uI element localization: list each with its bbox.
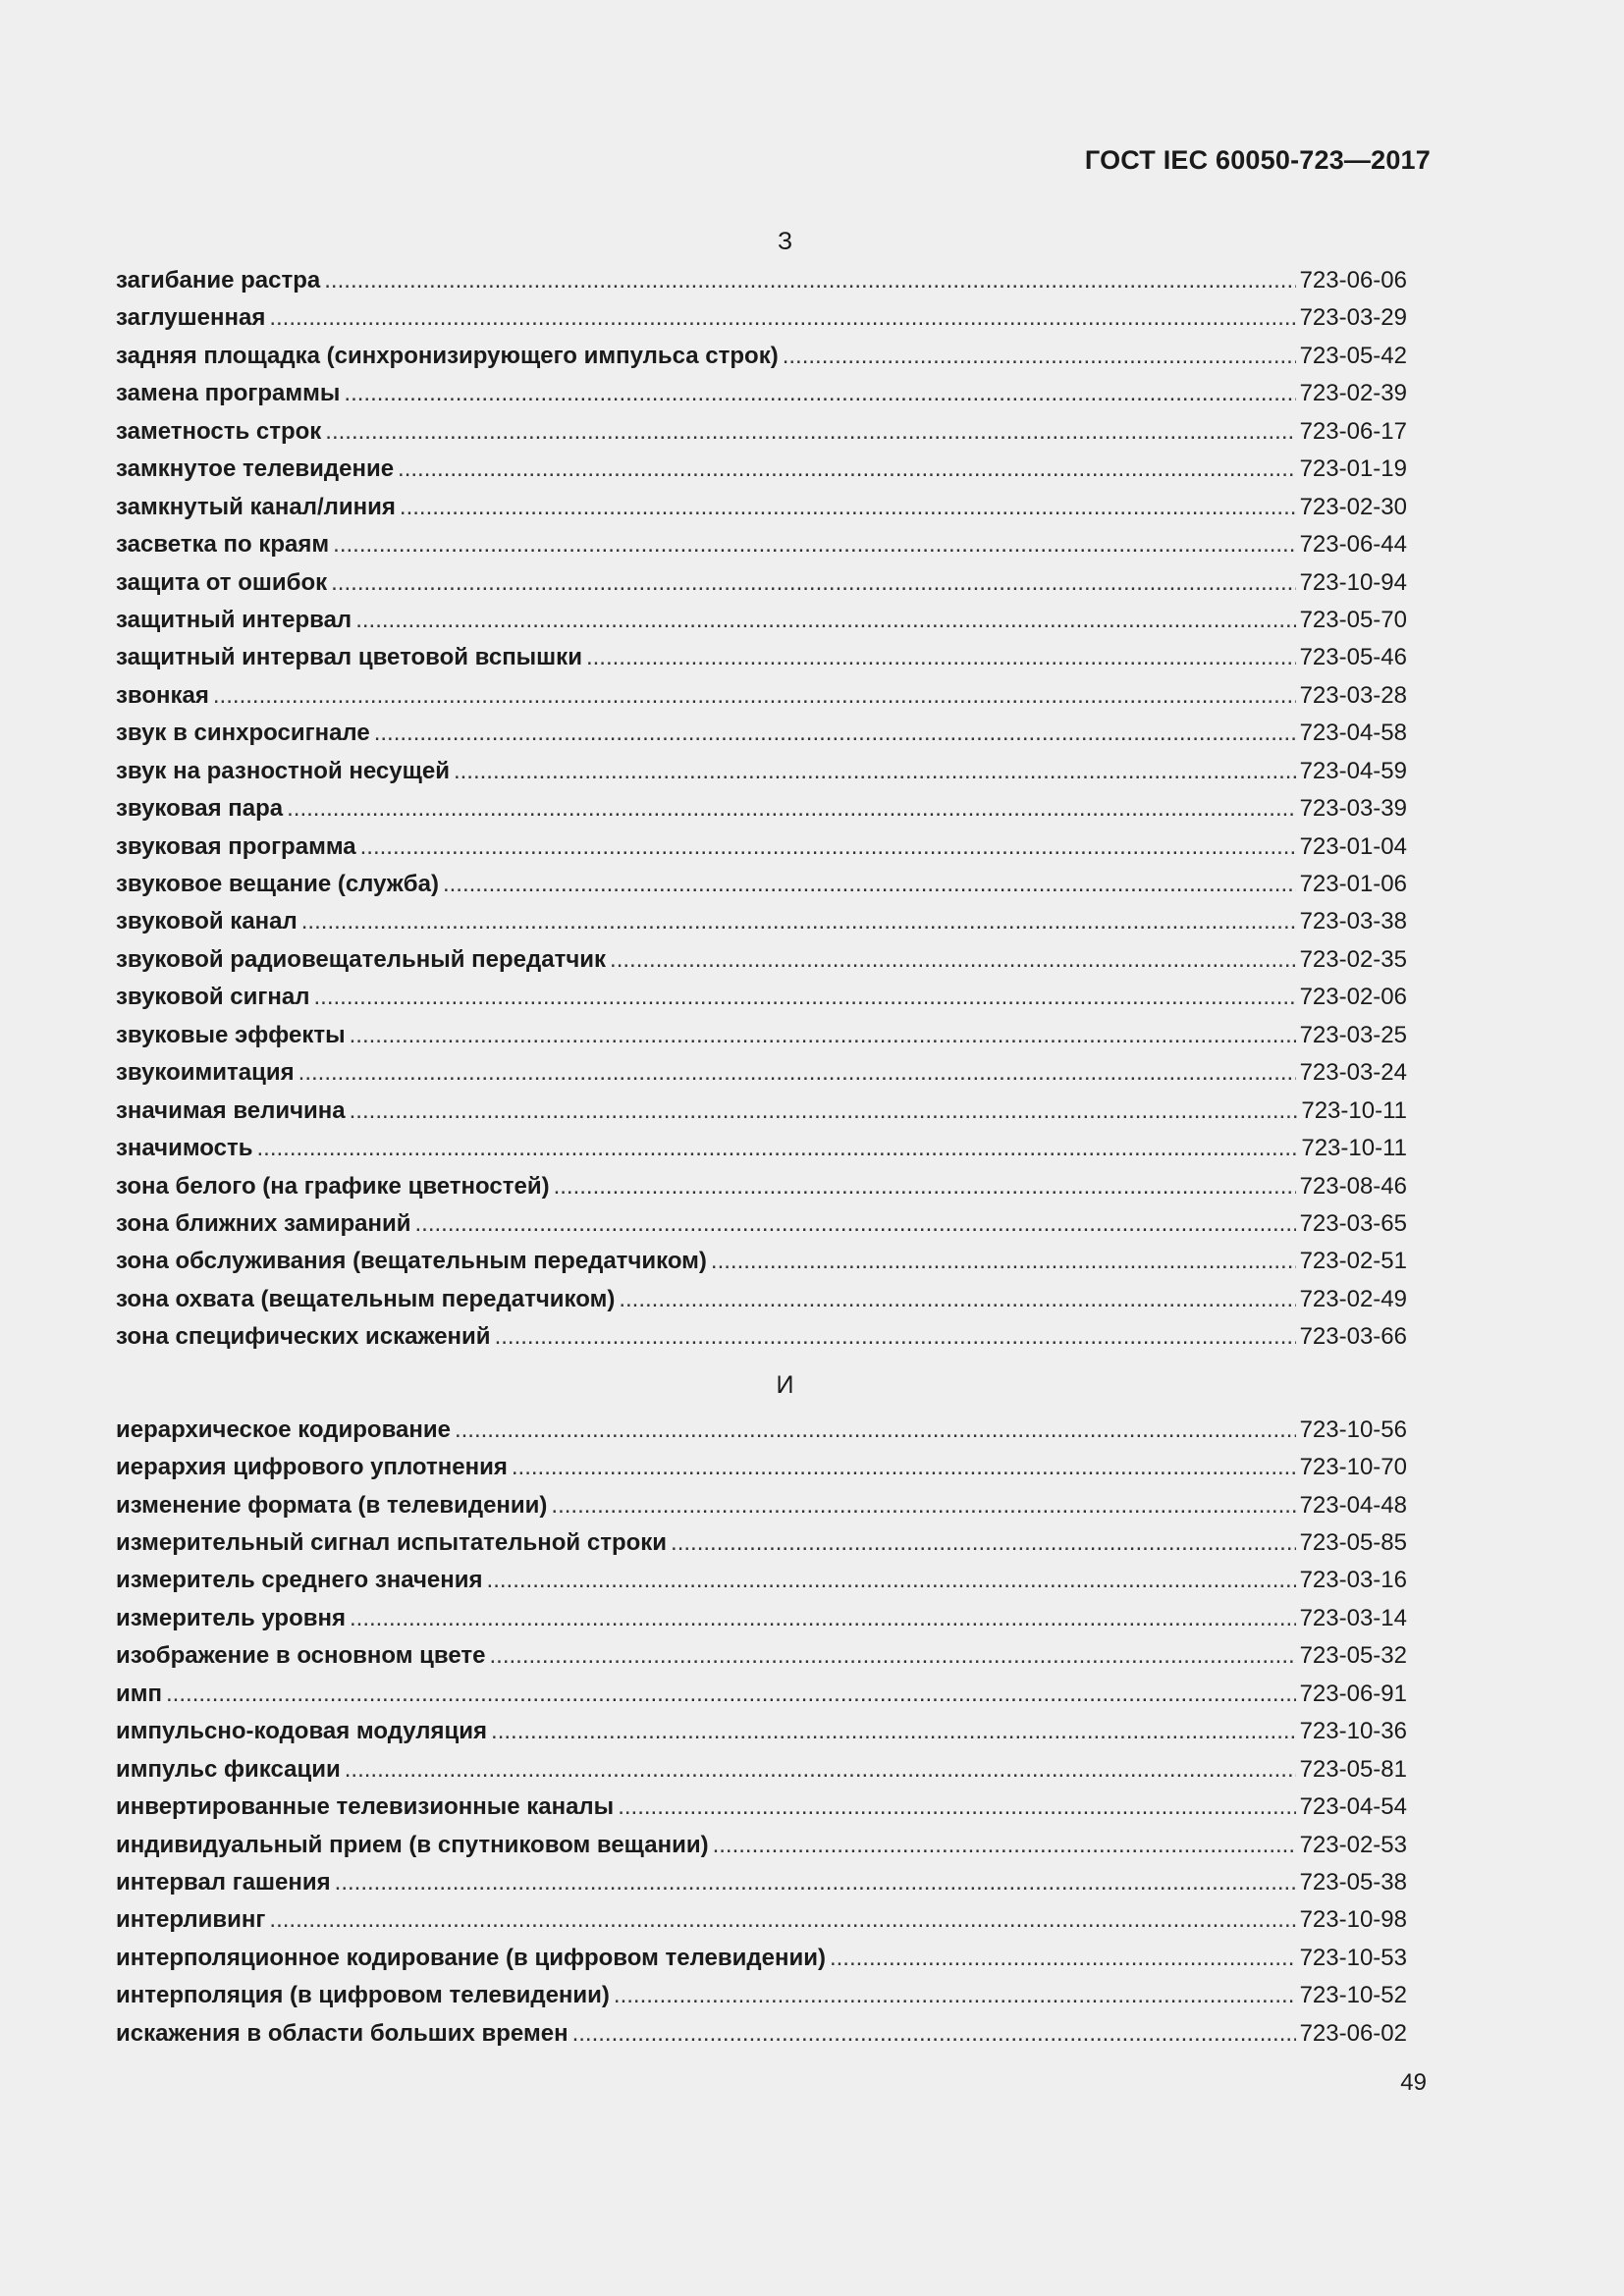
term-code: 723-02-35 bbox=[1299, 945, 1407, 973]
index-term: значимость bbox=[116, 1135, 253, 1162]
index-list-ze bbox=[116, 262, 1407, 1357]
term-code: 723-10-56 bbox=[1299, 1415, 1407, 1443]
leader-dots bbox=[618, 1789, 1295, 1826]
index-term: звуковой сигнал bbox=[116, 984, 310, 1011]
term-code: 723-04-54 bbox=[1299, 1793, 1407, 1821]
index-term: замкнутое телевидение bbox=[116, 455, 395, 483]
index-term: зона ближних замираний bbox=[116, 1209, 411, 1237]
leader-dots bbox=[257, 1130, 1298, 1167]
index-entry bbox=[116, 1789, 1407, 1826]
term-code: 723-06-91 bbox=[1299, 1680, 1407, 1707]
leader-dots bbox=[512, 1449, 1296, 1486]
term-code: 723-10-53 bbox=[1299, 1944, 1407, 1971]
term-code: 723-02-49 bbox=[1299, 1285, 1407, 1312]
index-term: измеритель уровня bbox=[116, 1604, 346, 1631]
leader-dots bbox=[454, 753, 1296, 790]
index-term: звуковая пара bbox=[116, 795, 284, 823]
index-entry bbox=[116, 1054, 1407, 1092]
index-entry bbox=[116, 790, 1407, 828]
index-entry bbox=[116, 1168, 1407, 1205]
leader-dots bbox=[490, 1637, 1296, 1675]
section-letter-ze: З bbox=[777, 228, 793, 255]
term-code: 723-06-17 bbox=[1299, 417, 1407, 445]
index-term: звуковой радиовещательный передатчик bbox=[116, 945, 607, 973]
leader-dots bbox=[551, 1487, 1295, 1524]
term-code: 723-05-46 bbox=[1299, 644, 1407, 671]
leader-dots bbox=[610, 941, 1296, 979]
leader-dots bbox=[333, 526, 1295, 563]
index-entry bbox=[116, 1977, 1407, 2014]
index-term: замкнутый канал/линия bbox=[116, 493, 396, 520]
index-term: звонкая bbox=[116, 681, 209, 709]
index-entry bbox=[116, 1940, 1407, 1977]
index-entry bbox=[116, 1017, 1407, 1054]
index-entry bbox=[116, 564, 1407, 602]
index-term: загибание растра bbox=[116, 267, 321, 294]
index-term: интерливинг bbox=[116, 1906, 266, 1934]
section-letter-i: И bbox=[776, 1370, 794, 1399]
leader-dots bbox=[830, 1940, 1296, 1977]
leader-dots bbox=[355, 602, 1295, 639]
index-entry bbox=[116, 1713, 1407, 1750]
index-entry bbox=[116, 451, 1407, 488]
term-code: 723-01-19 bbox=[1299, 455, 1407, 483]
term-code: 723-04-58 bbox=[1299, 720, 1407, 747]
leader-dots bbox=[269, 299, 1295, 337]
index-term: изображение в основном цвете bbox=[116, 1642, 486, 1670]
index-term: задняя площадка (синхронизирующего импульса строк) bbox=[116, 342, 779, 369]
index-term: звукоимитация bbox=[116, 1059, 295, 1087]
leader-dots bbox=[324, 262, 1295, 299]
term-code: 723-03-39 bbox=[1299, 795, 1407, 823]
leader-dots bbox=[554, 1168, 1296, 1205]
leader-dots bbox=[671, 1524, 1296, 1562]
index-entry bbox=[116, 1130, 1407, 1167]
term-code: 723-10-94 bbox=[1299, 568, 1407, 596]
index-content bbox=[116, 221, 1407, 2053]
index-entry bbox=[116, 639, 1407, 676]
term-code: 723-03-14 bbox=[1299, 1604, 1407, 1631]
leader-dots bbox=[586, 639, 1296, 676]
index-term: иерархическое кодирование bbox=[116, 1415, 451, 1443]
index-term: звуковой канал bbox=[116, 908, 298, 935]
index-entry bbox=[116, 1676, 1407, 1713]
term-code: 723-05-70 bbox=[1299, 606, 1407, 633]
term-code: 723-04-59 bbox=[1299, 757, 1407, 784]
leader-dots bbox=[350, 1093, 1298, 1130]
leader-dots bbox=[350, 1600, 1296, 1637]
index-term: звуковые эффекты bbox=[116, 1021, 346, 1048]
term-code: 723-02-53 bbox=[1299, 1831, 1407, 1858]
index-entry bbox=[116, 1318, 1407, 1356]
term-code: 723-03-16 bbox=[1299, 1567, 1407, 1594]
index-entry bbox=[116, 1205, 1407, 1243]
index-entry bbox=[116, 1864, 1407, 1901]
leader-dots bbox=[344, 375, 1295, 412]
leader-dots bbox=[166, 1676, 1296, 1713]
index-entry bbox=[116, 866, 1407, 903]
leader-dots bbox=[360, 828, 1296, 866]
leader-dots bbox=[614, 1977, 1296, 2014]
index-entry bbox=[116, 602, 1407, 639]
index-term: зона белого (на графике цветностей) bbox=[116, 1172, 550, 1200]
index-entry bbox=[116, 1281, 1407, 1318]
index-term: защитный интервал цветовой вспышки bbox=[116, 644, 582, 671]
index-entry bbox=[116, 413, 1407, 451]
term-code: 723-03-24 bbox=[1299, 1059, 1407, 1087]
term-code: 723-03-29 bbox=[1299, 304, 1407, 332]
term-code: 723-05-38 bbox=[1299, 1868, 1407, 1896]
leader-dots bbox=[269, 1901, 1295, 1939]
leader-dots bbox=[487, 1562, 1296, 1599]
index-term: зона обслуживания (вещательным передатчиком) bbox=[116, 1248, 707, 1275]
term-code: 723-08-46 bbox=[1299, 1172, 1407, 1200]
index-term: измеритель среднего значения bbox=[116, 1567, 483, 1594]
index-term: зона специфических искажений bbox=[116, 1323, 491, 1351]
index-entry bbox=[116, 1524, 1407, 1562]
index-term: зона охвата (вещательным передатчиком) bbox=[116, 1285, 616, 1312]
leader-dots bbox=[374, 715, 1296, 752]
index-entry bbox=[116, 1243, 1407, 1280]
index-term: звуковая программа bbox=[116, 832, 356, 860]
term-code: 723-02-30 bbox=[1299, 493, 1407, 520]
leader-dots bbox=[335, 1864, 1296, 1901]
index-term: звук в синхросигнале bbox=[116, 720, 370, 747]
term-code: 723-05-32 bbox=[1299, 1642, 1407, 1670]
index-term: индивидуальный прием (в спутниковом вещании) bbox=[116, 1831, 709, 1858]
leader-dots bbox=[400, 489, 1296, 526]
index-entry bbox=[116, 489, 1407, 526]
index-term: интерполяция (в цифровом телевидении) bbox=[116, 1982, 610, 2009]
index-term: имп bbox=[116, 1680, 163, 1707]
leader-dots bbox=[415, 1205, 1296, 1243]
leader-dots bbox=[350, 1017, 1296, 1054]
term-code: 723-02-39 bbox=[1299, 380, 1407, 407]
leader-dots bbox=[713, 1827, 1296, 1864]
term-code: 723-03-25 bbox=[1299, 1021, 1407, 1048]
term-code: 723-10-98 bbox=[1299, 1906, 1407, 1934]
index-term: звук на разностной несущей bbox=[116, 757, 450, 784]
index-term: инвертированные телевизионные каналы bbox=[116, 1793, 615, 1821]
leader-dots bbox=[298, 1054, 1296, 1092]
term-code: 723-02-06 bbox=[1299, 984, 1407, 1011]
index-term: изменение формата (в телевидении) bbox=[116, 1491, 548, 1519]
index-term: замена программы bbox=[116, 380, 341, 407]
leader-dots bbox=[455, 1412, 1296, 1449]
standard-designation: ГОСТ IEC 60050-723—2017 bbox=[1084, 145, 1431, 175]
index-term: защита от ошибок bbox=[116, 568, 328, 596]
index-entry bbox=[116, 2015, 1407, 2053]
index-term: искажения в области больших времен bbox=[116, 2019, 568, 2047]
leader-dots bbox=[345, 1751, 1296, 1789]
term-code: 723-05-81 bbox=[1299, 1755, 1407, 1783]
index-entry bbox=[116, 526, 1407, 563]
term-code: 723-03-38 bbox=[1299, 908, 1407, 935]
index-entry bbox=[116, 299, 1407, 337]
term-code: 723-04-48 bbox=[1299, 1491, 1407, 1519]
index-term: значимая величина bbox=[116, 1096, 346, 1124]
index-entry bbox=[116, 338, 1407, 375]
leader-dots bbox=[711, 1243, 1296, 1280]
index-term: интерполяционное кодирование (в цифровом телевидении) bbox=[116, 1944, 826, 1971]
leader-dots bbox=[331, 564, 1295, 602]
index-term: интервал гашения bbox=[116, 1868, 331, 1896]
term-code: 723-03-66 bbox=[1299, 1323, 1407, 1351]
index-entry bbox=[116, 1901, 1407, 1939]
index-entry bbox=[116, 1487, 1407, 1524]
page-number: 49 bbox=[1400, 2069, 1427, 2096]
index-entry bbox=[116, 1637, 1407, 1675]
index-term: заглушенная bbox=[116, 304, 266, 332]
leader-dots bbox=[213, 677, 1296, 715]
term-code: 723-06-02 bbox=[1299, 2019, 1407, 2047]
index-entry bbox=[116, 903, 1407, 940]
term-code: 723-01-06 bbox=[1299, 871, 1407, 897]
term-code: 723-05-85 bbox=[1299, 1529, 1407, 1556]
term-code: 723-10-11 bbox=[1301, 1096, 1407, 1124]
term-code: 723-01-04 bbox=[1299, 832, 1407, 860]
term-code: 723-10-36 bbox=[1299, 1718, 1407, 1745]
index-entry bbox=[116, 715, 1407, 752]
term-code: 723-10-70 bbox=[1299, 1454, 1407, 1481]
term-code: 723-10-52 bbox=[1299, 1982, 1407, 2009]
index-entry bbox=[116, 1751, 1407, 1789]
index-entry bbox=[116, 677, 1407, 715]
term-code: 723-06-44 bbox=[1299, 531, 1407, 559]
index-entry bbox=[116, 1449, 1407, 1486]
index-entry bbox=[116, 375, 1407, 412]
index-entry bbox=[116, 828, 1407, 866]
index-term: импульсно-кодовая модуляция bbox=[116, 1718, 488, 1745]
index-entry bbox=[116, 979, 1407, 1016]
leader-dots bbox=[443, 866, 1296, 903]
leader-dots bbox=[314, 979, 1296, 1016]
index-entry bbox=[116, 1562, 1407, 1599]
leader-dots bbox=[572, 2015, 1296, 2053]
leader-dots bbox=[783, 338, 1296, 375]
term-code: 723-02-51 bbox=[1299, 1248, 1407, 1275]
term-code: 723-10-11 bbox=[1301, 1135, 1407, 1162]
index-term: заметность строк bbox=[116, 417, 322, 445]
index-term: звуковое вещание (служба) bbox=[116, 871, 439, 897]
term-code: 723-05-42 bbox=[1299, 342, 1407, 369]
leader-dots bbox=[301, 903, 1296, 940]
leader-dots bbox=[619, 1281, 1295, 1318]
index-list-i bbox=[116, 1412, 1407, 2053]
index-term: измерительный сигнал испытательной строки bbox=[116, 1529, 668, 1556]
leader-dots bbox=[398, 451, 1296, 488]
index-entry bbox=[116, 753, 1407, 790]
index-entry bbox=[116, 1093, 1407, 1130]
term-code: 723-03-28 bbox=[1299, 681, 1407, 709]
index-term: засветка по краям bbox=[116, 531, 330, 559]
index-entry bbox=[116, 1827, 1407, 1864]
leader-dots bbox=[495, 1318, 1296, 1356]
term-code: 723-06-06 bbox=[1299, 267, 1407, 294]
index-term: защитный интервал bbox=[116, 606, 352, 633]
index-entry bbox=[116, 262, 1407, 299]
index-entry bbox=[116, 1600, 1407, 1637]
leader-dots bbox=[491, 1713, 1296, 1750]
term-code: 723-03-65 bbox=[1299, 1209, 1407, 1237]
index-term: иерархия цифрового уплотнения bbox=[116, 1454, 508, 1481]
leader-dots bbox=[325, 413, 1295, 451]
index-entry bbox=[116, 941, 1407, 979]
leader-dots bbox=[287, 790, 1295, 828]
index-entry bbox=[116, 1412, 1407, 1449]
index-term: импульс фиксации bbox=[116, 1755, 341, 1783]
